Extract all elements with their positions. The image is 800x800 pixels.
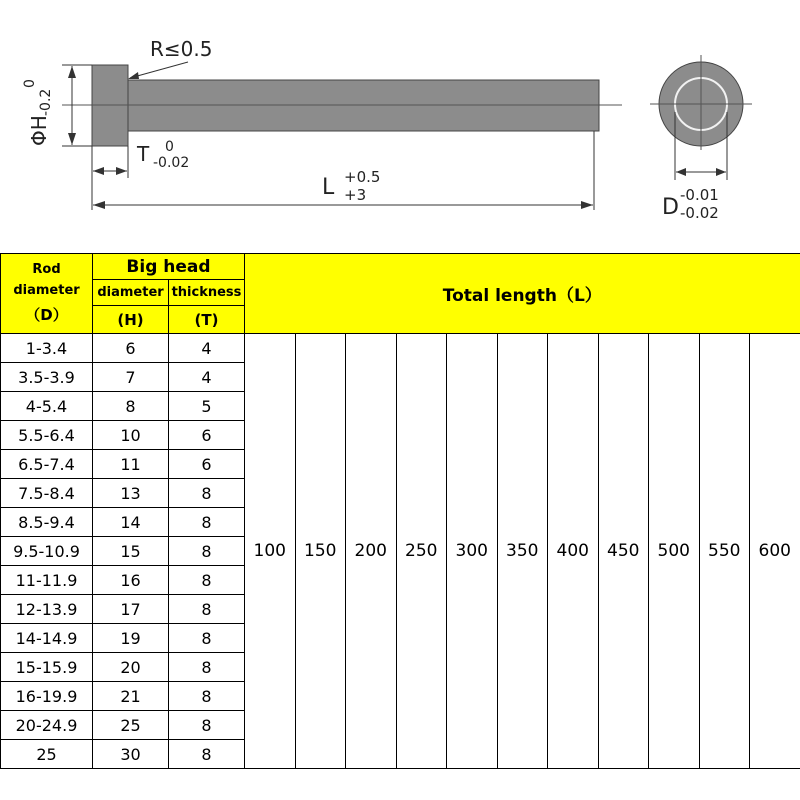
cell-total-length: 350 — [497, 334, 548, 769]
cell-head-thickness: 8 — [169, 624, 245, 653]
cell-rod-diameter: 6.5-7.4 — [1, 450, 93, 479]
cell-head-diameter: 17 — [93, 595, 169, 624]
rod-diameter-tol-upper: -0.01 — [680, 186, 719, 204]
header-head-diameter: diameter — [93, 280, 169, 306]
cell-total-length: 150 — [295, 334, 346, 769]
cell-head-diameter: 19 — [93, 624, 169, 653]
cell-total-length: 200 — [346, 334, 397, 769]
length-tol-upper: +0.5 — [344, 168, 381, 186]
cell-rod-diameter: 8.5-9.4 — [1, 508, 93, 537]
cell-rod-diameter: 9.5-10.9 — [1, 537, 93, 566]
cell-head-thickness: 6 — [169, 450, 245, 479]
cell-head-thickness: 8 — [169, 682, 245, 711]
spec-table — [0, 253, 800, 769]
cell-head-diameter: 13 — [93, 479, 169, 508]
cell-total-length: 100 — [245, 334, 296, 769]
length-arrow-right — [581, 201, 593, 209]
head-dim-arrow-top — [68, 66, 76, 78]
cell-head-thickness: 8 — [169, 508, 245, 537]
head-diameter-tol-upper: 0 — [22, 79, 38, 88]
cell-head-thickness: 4 — [169, 363, 245, 392]
radius-leader — [130, 62, 188, 78]
cell-head-diameter: 21 — [93, 682, 169, 711]
thickness-arrow-right — [116, 167, 127, 175]
cell-head-thickness: 8 — [169, 653, 245, 682]
thickness-tol-lower: -0.02 — [153, 155, 190, 171]
cell-total-length: 500 — [649, 334, 700, 769]
header-total-length: Total length（L） — [245, 254, 800, 334]
thickness-label: T — [137, 142, 150, 166]
thickness-tol-upper: 0 — [165, 139, 174, 155]
rod-arrow-left — [676, 168, 686, 176]
cell-head-thickness: 8 — [169, 711, 245, 740]
cell-head-thickness: 8 — [169, 595, 245, 624]
head-diameter-label: ΦH — [27, 115, 51, 146]
header-rod-line3: （D） — [25, 306, 68, 324]
cell-head-thickness: 8 — [169, 479, 245, 508]
length-label: L — [322, 175, 335, 200]
cell-rod-diameter: 12-13.9 — [1, 595, 93, 624]
cell-rod-diameter: 4-5.4 — [1, 392, 93, 421]
cell-total-length: 300 — [447, 334, 498, 769]
cell-head-thickness: 6 — [169, 421, 245, 450]
cell-head-thickness: 5 — [169, 392, 245, 421]
length-tol-lower: +3 — [344, 186, 367, 204]
header-head-diameter-sym: (H) — [93, 306, 169, 334]
header-rod-diameter — [1, 254, 93, 334]
cell-head-diameter: 7 — [93, 363, 169, 392]
cell-head-thickness: 8 — [169, 566, 245, 595]
table-row — [1, 334, 800, 363]
radius-arrow — [128, 72, 139, 79]
cell-head-diameter: 30 — [93, 740, 169, 769]
thickness-arrow-left — [93, 167, 104, 175]
cell-head-diameter: 8 — [93, 392, 169, 421]
cell-total-length: 600 — [750, 334, 800, 769]
header-head-thickness-sym: (T) — [169, 306, 245, 334]
cell-rod-diameter: 11-11.9 — [1, 566, 93, 595]
cell-total-length: 250 — [396, 334, 447, 769]
header-rod-line1: Rod — [32, 262, 61, 277]
cell-head-thickness: 4 — [169, 334, 245, 363]
spec-table-body — [1, 334, 800, 769]
cell-head-diameter: 15 — [93, 537, 169, 566]
cell-total-length: 400 — [548, 334, 599, 769]
cell-head-diameter: 16 — [93, 566, 169, 595]
header-head-thickness: thickness — [169, 280, 245, 306]
cell-head-diameter: 14 — [93, 508, 169, 537]
cell-rod-diameter: 15-15.9 — [1, 653, 93, 682]
cell-head-diameter: 10 — [93, 421, 169, 450]
header-big-head: Big head — [93, 254, 245, 280]
header-rod-line2: diameter — [13, 283, 80, 298]
cell-rod-diameter: 1-3.4 — [1, 334, 93, 363]
rod-diameter-label: D — [662, 195, 679, 220]
cell-head-diameter: 6 — [93, 334, 169, 363]
cell-head-thickness: 8 — [169, 740, 245, 769]
cell-rod-diameter: 7.5-8.4 — [1, 479, 93, 508]
technical-drawing — [0, 0, 800, 252]
cell-rod-diameter: 16-19.9 — [1, 682, 93, 711]
cell-rod-diameter: 20-24.9 — [1, 711, 93, 740]
cell-total-length: 550 — [699, 334, 750, 769]
radius-label: R≤0.5 — [150, 37, 213, 61]
length-arrow-left — [93, 201, 105, 209]
head-dim-arrow-bottom — [68, 133, 76, 145]
cell-head-diameter: 11 — [93, 450, 169, 479]
cell-rod-diameter: 25 — [1, 740, 93, 769]
rod-arrow-right — [716, 168, 726, 176]
cell-rod-diameter: 14-14.9 — [1, 624, 93, 653]
rod-diameter-tol-lower: -0.02 — [680, 204, 719, 222]
cell-rod-diameter: 3.5-3.9 — [1, 363, 93, 392]
cell-total-length: 450 — [598, 334, 649, 769]
cell-rod-diameter: 5.5-6.4 — [1, 421, 93, 450]
head-diameter-tol-lower: -0.2 — [38, 88, 54, 116]
cell-head-diameter: 25 — [93, 711, 169, 740]
cell-head-thickness: 8 — [169, 537, 245, 566]
cell-head-diameter: 20 — [93, 653, 169, 682]
